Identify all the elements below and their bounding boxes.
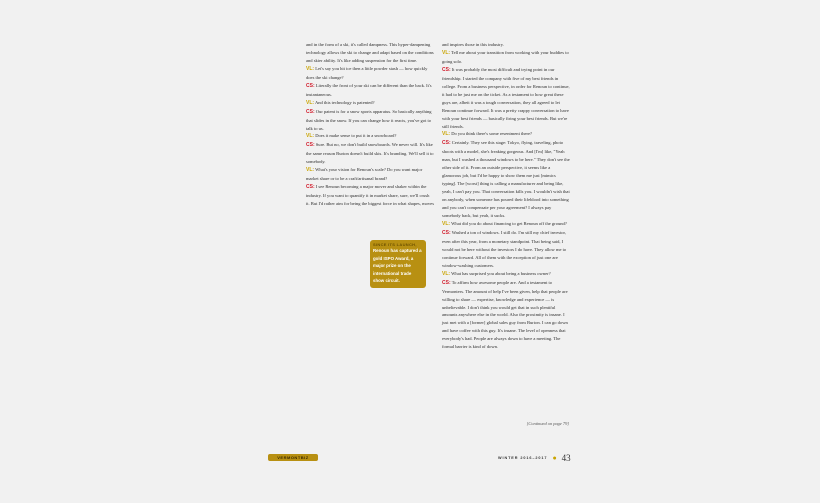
interview-paragraph (306, 82, 434, 99)
interview-paragraph (306, 166, 434, 183)
interview-paragraph (306, 183, 434, 208)
speaker-cs: CS: (442, 279, 451, 286)
interview-paragraph (442, 66, 570, 131)
paragraph-text: and inspires those in this industry. (442, 42, 504, 47)
publication-logo: VERMONTBIZ (268, 454, 318, 461)
paragraph-text: Washed a ton of windows. I still do. I'm still my chief investor, even after this year, from a monetary standpoint. That being said, I would not be here without the investors I do have. They allow me to continue forward. All of them with the exception of just one are window-washing customers. (442, 229, 567, 268)
interview-paragraph (306, 41, 434, 65)
paragraph-text: What did you do about financing to get Renoun off the ground? (451, 220, 567, 226)
paragraph-text: It was probably the most difficult and trying point in our friendship. I started the company with five of my best friends in college. From a business perspective, in order for Renoun to continue, it had to be just me on the ticket. As a testament to how great these guys are, albeit it was a tough conversation, they all agreed to let Renoun continue forward. It was a pretty crappy conversation to have with your best friends — basically firing your best friends. But we're still friends. (442, 66, 570, 129)
interview-paragraph (442, 279, 570, 352)
speaker-vl: VL: (306, 133, 315, 140)
issue-season: WINTER 2016–2017 (498, 456, 548, 460)
speaker-vl: VL: (306, 99, 315, 106)
interview-paragraph (306, 141, 434, 166)
paragraph-text: Certainly. They see this stage: Tokyo, flying, traveling, photo shoots with a model, she's freaking gorgeous. And [I'm] like, "Yeah man, but I washed a thousand windows to be here." They don't see the other side of it. From an outside perspective, it seems like a glamorous job, but I'd be happy to show them me just [mimics typing]. The [worst] thing is calling a manufacturer and being like, yeah, I can't pay you. That conversation kills you. I wouldn't wish that on anybody, when someone has poured their lifeblood into something and you can't compensate per your agreement? I always pay somebody back, but yeah, it sucks. (442, 140, 570, 219)
interview-paragraph (306, 108, 434, 133)
speaker-cs: CS: (442, 229, 451, 236)
speaker-vl: VL: (306, 167, 315, 174)
interview-paragraph (442, 229, 570, 270)
interview-paragraph (442, 130, 570, 139)
page-number: 43 (561, 453, 571, 463)
interview-paragraph (442, 41, 570, 49)
paragraph-text: I see Renoun becoming a major mover and shaker within the industry. If you want to quantify it in market share, sure, we'll crush it. But I'd rather aim for being the biggest force in what shapes, moves (306, 184, 434, 207)
speaker-cs: CS: (442, 66, 451, 73)
right-column (442, 41, 570, 351)
paragraph-text: Does it make sense to put it in a snowboard? (315, 133, 397, 139)
page-footer (498, 453, 571, 463)
speaker-cs: CS: (306, 108, 315, 115)
callout-lead: SINCE ITS LAUNCH, (373, 242, 417, 247)
speaker-vl: VL: (442, 131, 451, 138)
paragraph-text: And this technology is patented? (314, 99, 375, 105)
interview-paragraph (442, 49, 570, 66)
left-column (306, 41, 434, 208)
speaker-cs: CS: (306, 184, 315, 191)
paragraph-text: What has surprised you about being a business owner? (451, 270, 551, 276)
paragraph-text: Do you think there's some resentment there? (451, 131, 533, 137)
interview-paragraph (306, 99, 434, 108)
interview-paragraph (442, 139, 570, 220)
paragraph-text: To affirm how awesome people are. And a testament to Vermonters. The amount of help I've been given, help that people are willing to share — expertise, knowledge and experience — is unbelievable. I don't think you would get that in such plentiful amounts anywhere else in the world. Also the proximity is insane. I just met with a [former] global sales guy from Burton. I can go down and have coffee with this guy. It's insane. The level of openness that everybody's had. People are always down to have a meeting. The formal barrier is kind of down. (442, 279, 568, 350)
speaker-vl: VL: (306, 65, 315, 72)
interview-paragraph (442, 270, 570, 279)
interview-paragraph (306, 132, 434, 141)
paragraph-text: Literally the front of your ski can be different than the back. It's instantaneous. (306, 82, 432, 97)
speaker-vl: VL: (442, 270, 451, 277)
speaker-vl: VL: (442, 49, 451, 56)
speaker-cs: CS: (306, 142, 315, 149)
speaker-vl: VL: (442, 220, 451, 227)
paragraph-text: Let's say you hit ice then a little powder stash — how quickly does the ski change? (306, 65, 428, 80)
interview-paragraph (442, 220, 570, 229)
interview-paragraph (306, 65, 434, 82)
pull-quote-callout (370, 240, 426, 288)
paragraph-text: Tell me about your transition from working with your buddies to going solo. (442, 49, 569, 64)
speaker-cs: CS: (442, 140, 451, 147)
paragraph-text: Our patent is for a snow sports apparatus. So basically anything that slides in the snow. If you can change how it reacts, you've got to talk to us. (306, 108, 432, 131)
callout-body: Renoun has captured a gold ISPO Award, a major prize on the international trade show circuit. (373, 248, 422, 284)
paragraph-text: What's your vision for Renoun's scale? Do you want major market share or to be a craft/artisanal brand? (306, 167, 423, 182)
continued-note: [Continued on page 79] (526, 421, 569, 426)
bullet-dot-icon: ● (552, 453, 557, 462)
speaker-cs: CS: (306, 82, 315, 89)
paragraph-text: and in the form of a ski, it's called dampness. This hyper-dampening technology allows the ski to change and adapt based on the conditions and skier ability. It's like adding suspension for the first time. (306, 42, 434, 63)
paragraph-text: Sure. But no, we don't build snowboards. We never will. It's like the same reason Burton doesn't build skis. It's branding. We'll sell it to somebody. (306, 142, 434, 165)
